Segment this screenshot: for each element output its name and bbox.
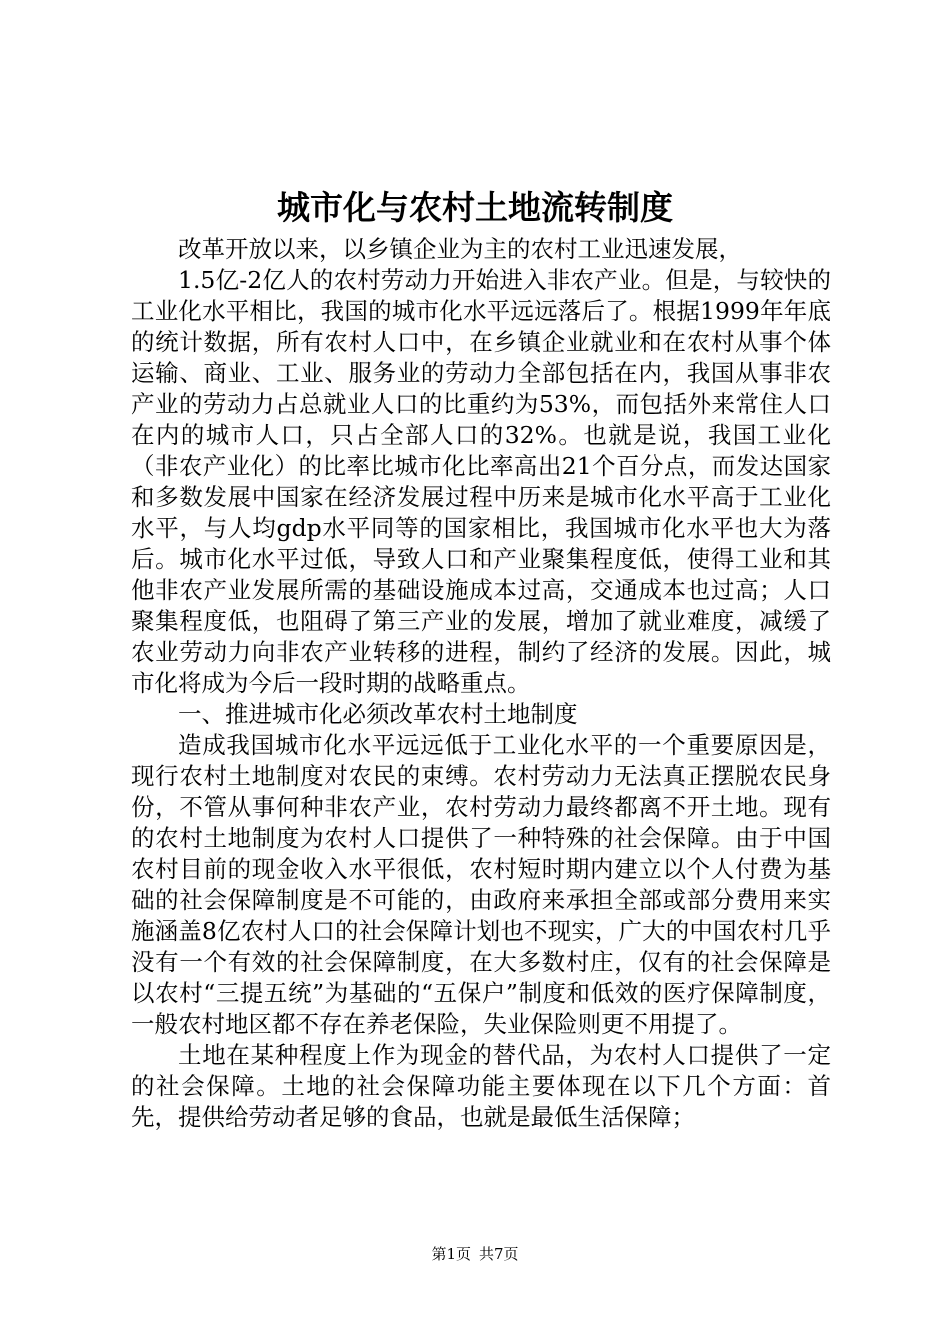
paragraph-land-security: 土地在某种程度上作为现金的替代品，为农村人口提供了一定的社会保障。土地的社会保障功能主要体现在以下几个方面：首先，提供给劳动者足够的食品，也就是最低生活保障；	[131, 1041, 831, 1131]
page-title: 城市化与农村土地流转制度	[277, 188, 673, 227]
paragraph-intro: 改革开放以来，以乡镇企业为主的农村工业迅速发展，	[178, 235, 742, 263]
paragraph-land-system: 造成我国城市化水平远远低于工业化水平的一个重要原因是，现行农村土地制度对农民的束缚。农村劳动力无法真正摆脱农民身份，不管从事何种非农产业，农村劳动力最终都离不开土地。现有的农村土地制度为农村人口提供了一种特殊的社会保障。由于中国农村目前的现金收入水平很低，农村短时期内建立以个人付费为基础的社会保障制度是不可能的，由政府来承担全部或部分费用来实施涵盖8亿农村人口的社会保障计划也不现实，广大的中国农村几乎没有一个有效的社会保障制度，在大多数村庄，仅有的社会保障是以农村“三提五统”为基础的“五保户”制度和低效的医疗保障制度，一般农村地区都不存在养老保险，失业保险则更不用提了。	[131, 731, 831, 1038]
paragraph-urbanization-lag: 1.5亿-2亿人的农村劳动力开始进入非农产业。但是，与较快的工业化水平相比，我国的城市化水平远远落后了。根据1999年年底的统计数据，所有农村人口中，在乡镇企业就业和在农村从事个体运输、商业、工业、服务业的劳动力全部包括在内，我国从事非农产业的劳动力占总就业人口的比重约为53%，而包括外来常住人口在内的城市人口，只占全部人口的32%。也就是说，我国工业化（非农产业化）的比率比城市化比率高出21个百分点，而发达国家和多数发展中国家在经济发展过程中历来是城市化水平高于工业化水平，与人均gdp水平同等的国家相比，我国城市化水平也大为落后。城市化水平过低，导致人口和产业聚集程度低，使得工业和其他非农产业发展所需的基础设施成本过高，交通成本也过高；人口聚集程度低，也阻碍了第三产业的发展，增加了就业难度，减缓了农业劳动力向非农产业转移的进程，制约了经济的发展。因此，城市化将成为今后一段时期的战略重点。	[131, 266, 831, 697]
section-heading-1: 一、推进城市化必须改革农村土地制度	[178, 700, 578, 728]
page-footer	[0, 1244, 950, 1264]
page-number: 第1页	[431, 1245, 471, 1263]
document-body	[131, 234, 831, 1133]
page-total: 共7页	[479, 1245, 519, 1263]
